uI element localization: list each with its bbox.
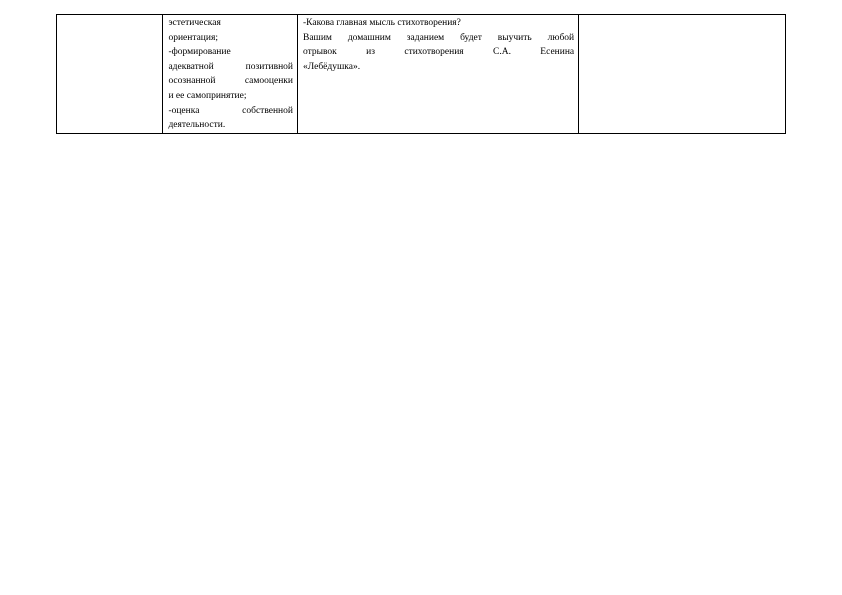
activity-line-2: Вашим домашним заданием будет выучить любой bbox=[302, 32, 575, 43]
activity-line-3: отрывок из стихотворения С.А. Есенина bbox=[302, 47, 575, 58]
results-line-1: эстетическая bbox=[168, 18, 221, 28]
results-line-3: -формирование bbox=[168, 47, 231, 58]
table-cell-student-activity bbox=[579, 15, 786, 134]
results-line-4: адекватной позитивной bbox=[168, 61, 293, 72]
results-line-2: ориентация; bbox=[168, 32, 218, 43]
table-cell-stage bbox=[57, 15, 163, 134]
activity-line-1: -Какова главная мысль стихотворения? bbox=[302, 18, 461, 28]
table-row bbox=[57, 15, 786, 134]
results-line-5: осознанной самооценки bbox=[168, 76, 293, 87]
results-line-7: -оценка собственной bbox=[168, 105, 293, 116]
results-line-6: и ее самопринятие; bbox=[168, 90, 247, 101]
table-cell-results bbox=[163, 15, 298, 134]
lesson-plan-table bbox=[56, 14, 786, 134]
results-line-8: деятельности. bbox=[168, 120, 226, 131]
table-cell-teacher-activity bbox=[297, 15, 578, 134]
activity-line-4: «Лебёдушка». bbox=[302, 61, 361, 72]
